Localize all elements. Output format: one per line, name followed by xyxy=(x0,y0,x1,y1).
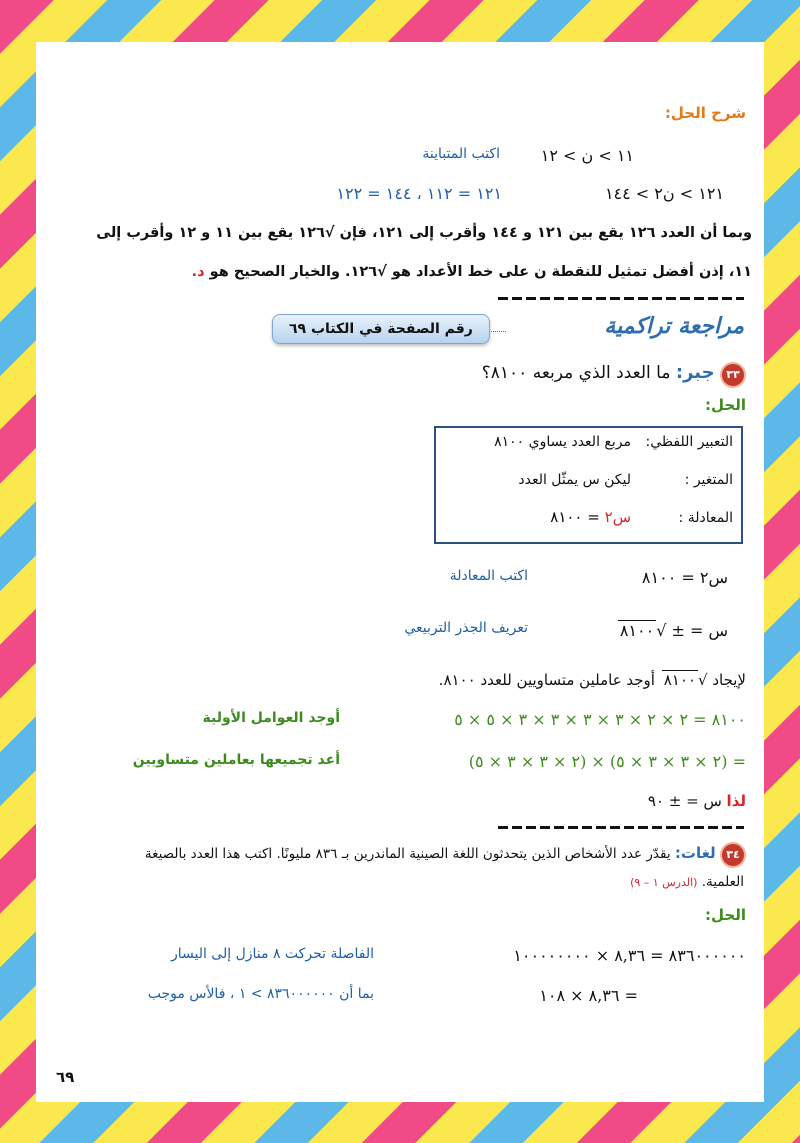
variable-definition: ليكن س يمثّل العدد xyxy=(518,472,631,488)
page-sheet xyxy=(36,42,764,1102)
radicand: ٨١٠٠ xyxy=(619,621,655,640)
note-regroup: أعد تجميعها بعاملين متساويين xyxy=(132,752,340,768)
therefore-label: لذا xyxy=(726,792,746,810)
inequality-line-1: ١١ > ن > ١٢ xyxy=(540,146,634,165)
plus-minus-label: س = ± xyxy=(671,621,728,640)
inequality-line-2: ١٢١ > ن٢ > ١٤٤ xyxy=(604,184,724,203)
verbal-expression: مربع العدد يساوي ٨١٠٠ xyxy=(494,434,631,450)
note-write-inequality: اكتب المتباينة xyxy=(422,146,500,162)
cumulative-review-title: مراجعة تراكمية xyxy=(604,314,744,339)
note-prime-factors: أوجد العوامل الأولية xyxy=(202,710,340,726)
page-number: ٦٩ xyxy=(56,1068,75,1086)
find-text: لإيجاد xyxy=(712,671,746,689)
grouped-factors: = (٢ × ٣ × ٣ × ٥) × (٢ × ٣ × ٣ × ٥) xyxy=(468,752,746,771)
note-square-root-definition: تعريف الجذر التربيعي xyxy=(404,620,528,636)
explanation-text: ١١، إذن أفضل تمثيل للنقطة ن على خط الأعداد هو √١٢٦. والخيار الصحيح هو xyxy=(204,264,752,280)
radical-sign: √ xyxy=(656,621,667,640)
step-square-root xyxy=(616,620,728,640)
final-answer xyxy=(648,792,746,810)
explanation-paragraph-line2 xyxy=(192,264,752,280)
equation-variable: س٢ xyxy=(604,508,631,526)
note-decimal-moved: الفاصلة تحركت ٨ منازل إلى اليسار xyxy=(170,946,374,962)
question-number-badge: ٣٣ xyxy=(720,362,746,388)
question-text: ما العدد الذي مربعه ٨١٠٠؟ xyxy=(481,363,671,383)
solution-label: الحل: xyxy=(705,906,746,924)
radicand: ٨١٠٠ xyxy=(663,671,696,689)
note-squares: ١٢١ = ١١٢ ، ١٤٤ = ١٢٢ xyxy=(336,184,502,203)
section-divider xyxy=(498,297,744,300)
note-positive-exponent: بما أن ٨٣٦٠٠٠٠٠٠ > ١ ، فالأس موجب xyxy=(147,986,374,1002)
question-text-line2: العلمية. xyxy=(701,874,744,890)
question-topic: جبر: xyxy=(675,362,715,383)
equation xyxy=(550,508,631,526)
step-equation: س٢ = ٨١٠٠ xyxy=(641,568,728,587)
explanation-paragraph-line1: وبما أن العدد ١٢٦ يقع بين ١٢١ و ١٤٤ وأقرب إلى ١٢١، فإن √١٢٦ يقع بين ١١ و ١٢ وأقرب إلى xyxy=(96,225,752,241)
definition-box xyxy=(434,426,743,544)
book-page-box: رقم الصفحة في الكتاب ٦٩ xyxy=(272,314,490,344)
step-find-factors xyxy=(439,670,746,689)
equation-label: المعادلة : xyxy=(678,510,733,526)
prime-factorization: ٨١٠٠ = ٢ × ٢ × ٣ × ٣ × ٣ × ٣ × ٥ × ٥ xyxy=(454,710,746,729)
question-text-line1: يقدّر عدد الأشخاص الذين يتحدثون اللغة الصينية الماندرين بـ ٨٣٦ مليونًا. اكتب هذا العدد بالصيغة xyxy=(144,846,671,862)
note-write-equation: اكتب المعادلة xyxy=(449,568,528,584)
question-33 xyxy=(482,362,746,388)
radical-sign: √ xyxy=(697,671,708,689)
question-34-line2 xyxy=(630,874,744,890)
section-divider xyxy=(498,826,744,829)
verbal-label: التعبير اللفظي: xyxy=(645,434,733,450)
solution-label: الحل: xyxy=(705,396,746,414)
question-topic: لغات: xyxy=(674,844,716,862)
lesson-reference: (الدرس ١ – ٩) xyxy=(630,876,698,889)
equation-value: = ٨١٠٠ xyxy=(550,508,600,526)
scientific-step-2: = ٨,٣٦ × ١٠٨ xyxy=(539,986,638,1005)
correct-choice: د. xyxy=(191,264,205,280)
question-number-badge: ٣٤ xyxy=(720,842,746,868)
answer-math: س = ± ٩٠ xyxy=(647,792,722,810)
factor-text: أوجد عاملين متساويين للعدد ٨١٠٠. xyxy=(438,671,655,689)
solution-explanation-header: شرح الحل: xyxy=(664,104,746,122)
scientific-step-1: ٨٣٦٠٠٠٠٠٠ = ٨,٣٦ × ١٠٠٠٠٠٠٠٠ xyxy=(513,946,746,965)
question-34 xyxy=(145,842,746,868)
variable-label: المتغير : xyxy=(684,472,733,488)
